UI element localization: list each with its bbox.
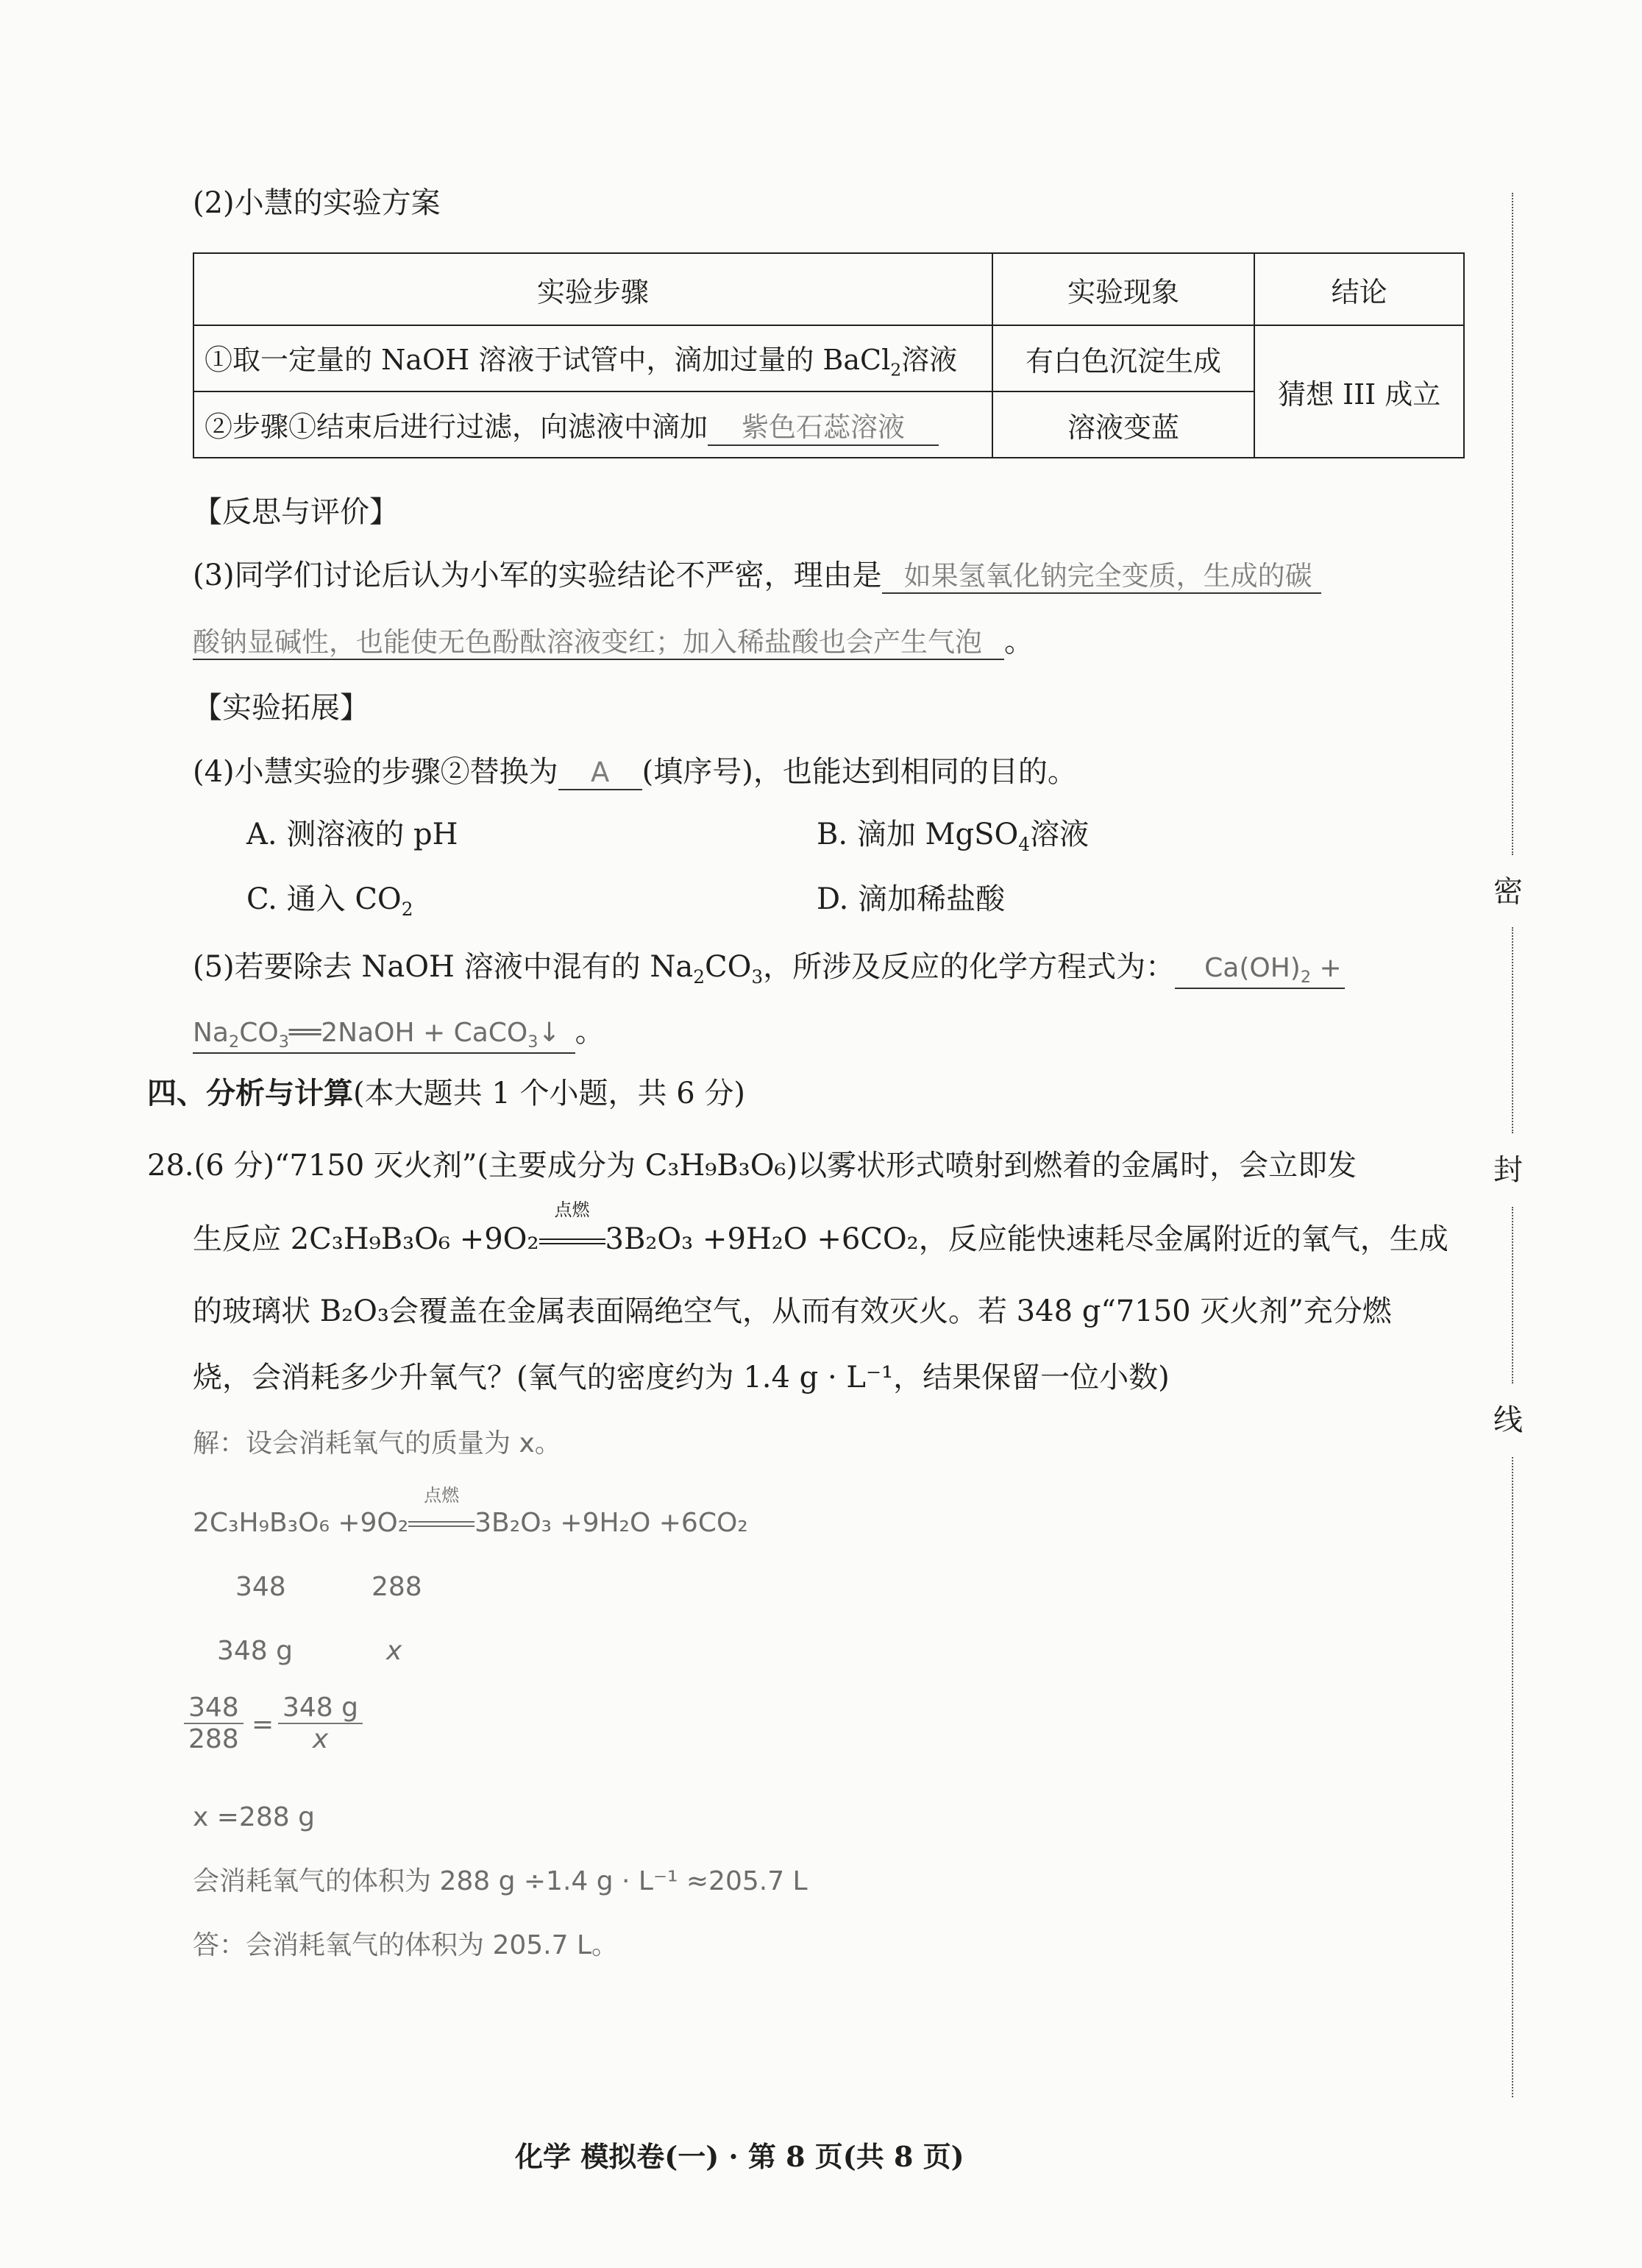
page-footer: 化学 模拟卷(一) · 第 8 页(共 8 页) xyxy=(515,2140,964,2173)
q4-option-d: D. 滴加稀盐酸 xyxy=(817,882,1006,916)
unknown-mass: x xyxy=(386,1636,402,1666)
side-label-line: 线 xyxy=(1493,1403,1523,1437)
reflection-title: 【反思与评价】 xyxy=(193,495,399,529)
table-cell-phenomenon-2: 溶液变蓝 xyxy=(992,391,1255,458)
q5-line1: (5)若要除去 NaOH 溶液中混有的 $Na_2CO_3$，所涉及反应的化学方程式为： $Ca(OH)_2$ + xyxy=(193,949,1345,989)
solution-setup: 解：设会消耗氧气的质量为 x。 xyxy=(193,1428,561,1459)
table-cell-phenomenon-1: 有白色沉淀生成 xyxy=(992,325,1255,391)
q4-option-c: C. 通入 $CO_2$ xyxy=(246,882,413,920)
answer-blank: 紫色石蕊溶液 xyxy=(708,405,939,446)
experiment-table xyxy=(193,252,1465,458)
solution-result: x =288 g xyxy=(193,1802,315,1832)
reaction-condition: 点燃 xyxy=(539,1222,605,1257)
binding-line xyxy=(1512,1207,1513,1383)
side-label-seal: 封 xyxy=(1493,1153,1523,1187)
solution-volume: 会消耗氧气的体积为 288 g ÷1.4 g · L⁻¹ ≈205.7 L xyxy=(193,1866,808,1896)
answer-blank: $Ca(OH)_2$ + xyxy=(1175,952,1345,989)
q28-line1: 28.(6 分)“7150 灭火剂”(主要成分为 C₃H₉B₃O₆)以雾状形式喷射到燃着的金属时，会立即发 xyxy=(147,1149,1357,1183)
table-header: 实验现象 xyxy=(992,253,1255,325)
table-cell-conclusion: 猜想 III 成立 xyxy=(1254,325,1464,458)
answer-blank: 酸钠显碱性，也能使无色酚酞溶液变红；加入稀盐酸也会产生气泡 xyxy=(193,626,1004,660)
q28-line2: 生反应 2C₃H₉B₃O₆ +9O₂ 点燃 3B₂O₃ +9H₂O +6CO₂，反应能快速耗尽金属附近的氧气，生成 xyxy=(193,1199,1449,1256)
binding-line xyxy=(1512,193,1513,855)
extension-title: 【实验拓展】 xyxy=(193,691,369,725)
reaction-condition: 点燃 xyxy=(408,1507,475,1539)
solution-equation: 2C₃H₉B₃O₆ +9O₂ 点燃 3B₂O₃ +9H₂O +6CO₂ xyxy=(193,1485,748,1538)
table-cell-step-2: ②步骤①结束后进行过滤，向滤液中滴加 紫色石蕊溶液 xyxy=(193,391,992,458)
binding-line xyxy=(1512,927,1513,1133)
table-row xyxy=(193,325,1464,391)
given-mass: 348 g xyxy=(217,1636,294,1666)
q28-line3: 的玻璃状 B₂O₃会覆盖在金属表面隔绝空气，从而有效灭火。若 348 g“7150 灭火剂”充分燃 xyxy=(193,1294,1392,1328)
table-cell-step-1: ①取一定量的 NaOH 溶液于试管中，滴加过量的 BaCl$_2$溶液 xyxy=(193,325,992,391)
table-header-row xyxy=(193,253,1464,325)
section4-heading: 四、分析与计算(本大题共 1 个小题，共 6 分) xyxy=(147,1076,745,1110)
side-label-seal: 密 xyxy=(1493,875,1523,909)
answer-blank: A xyxy=(558,756,642,790)
ratio-left: $\frac{348}{288}$ xyxy=(184,1693,244,1754)
q4-option-b: B. 滴加 MgSO$_4$溶液 xyxy=(817,818,1090,855)
ratio-equals: = xyxy=(252,1709,274,1740)
solution-answer: 答：会消耗氧气的体积为 205.7 L。 xyxy=(193,1930,619,1960)
molar-mass-2: 288 xyxy=(372,1572,422,1602)
q3-line2: 酸钠显碱性，也能使无色酚酞溶液变红；加入稀盐酸也会产生气泡 。 xyxy=(193,624,1034,660)
table-header: 结论 xyxy=(1254,253,1464,325)
binding-line xyxy=(1512,1457,1513,2097)
answer-blank: 如果氢氧化钠完全变质，生成的碳 xyxy=(882,560,1321,594)
q5-line2: $Na_2CO_3══2NaOH$ + CaCO$_3$↓ 。 xyxy=(193,1014,605,1054)
q3-line1: (3)同学们讨论后认为小军的实验结论不严密，理由是 如果氢氧化钠完全变质，生成的碳 xyxy=(193,558,1321,594)
answer-blank: $Na_2CO_3══2NaOH$ + CaCO$_3$↓ xyxy=(193,1017,575,1054)
q4-line: (4)小慧实验的步骤②替换为 A (填序号)，也能达到相同的目的。 xyxy=(193,754,1077,790)
q2-heading: (2)小慧的实验方案 xyxy=(193,186,441,220)
molar-mass-1: 348 xyxy=(235,1572,286,1602)
q4-option-a: A. 测溶液的 pH xyxy=(246,818,458,851)
ratio-right: $\frac{348 g}{x}$ xyxy=(278,1693,363,1754)
table-header: 实验步骤 xyxy=(193,253,992,325)
q28-line4: 烧，会消耗多少升氧气？(氧气的密度约为 1.4 g · L⁻¹，结果保留一位小数) xyxy=(193,1361,1170,1395)
